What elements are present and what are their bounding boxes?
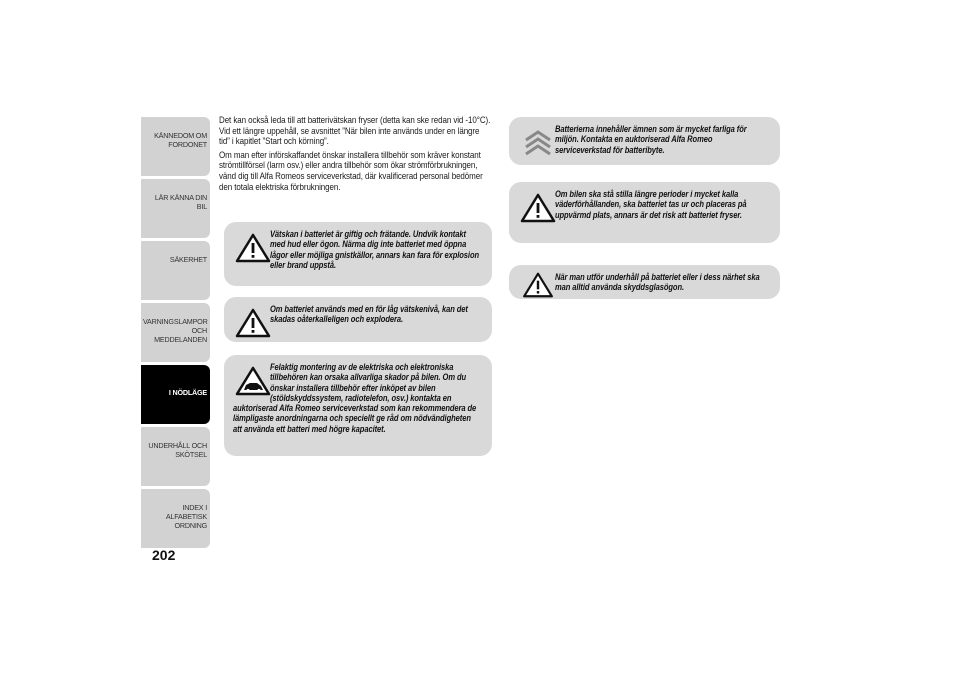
caution-box <box>224 355 492 456</box>
tab-lar-kanna-din-bil[interactable] <box>141 179 210 238</box>
tab-index[interactable] <box>141 489 210 548</box>
caution-text: Felaktig montering av de elektriska och elektroniska tillbehören kan orsaka allvarliga skador på bilen. Om du önskar installera tillbehör efter inköpet av bilen (stöldskyddssystem, radiotelefon, osv.) kontakta en auktoriserad Alfa Romeo serviceverkstad som kan rekommendera de lämpligaste anordningarna och speciellt ge råd om nödvändigheten att använda ett batteri med högre kapacitet. <box>233 362 477 434</box>
tab-sakerhet[interactable] <box>141 241 210 300</box>
warning-box <box>509 265 780 299</box>
warning-text: När man utför underhåll på batteriet eller i dess närhet ska man alltid använda skyddsglasögon. <box>554 272 760 293</box>
warning-box <box>224 297 492 342</box>
tab-i-nodlage[interactable] <box>141 365 210 424</box>
body-paragraph: Om man efter införskaffandet önskar installera tillbehör som kräver konstant strömtillförsel (larm osv.) eller andra tillbehör som ökar strömförbrukningen, vänd dig till Alfa Romeos serviceverkstad, där kvalificerad personal bedömer den totala elektriska förbrukningen. <box>219 149 483 192</box>
environment-box <box>509 117 780 165</box>
warning-box <box>509 182 780 243</box>
environment-text: Batterierna innehåller ämnen som är mycket farliga för miljön. Kontakta en auktoriserad Alfa Romeo serviceverkstad för batteribyte. <box>554 124 747 155</box>
tab-underhall-och-skotsel[interactable] <box>141 427 210 486</box>
warning-text: Om bilen ska stå stilla längre perioder i mycket kalla väderförhållanden, ska batteriet tas ur och placeras på uppvärmd plats, annars är det risk att batteriet fryser. <box>554 189 747 220</box>
tab-label: I NÖDLÄGE <box>168 388 207 397</box>
tab-label: UNDERHÅLL OCH SKÖTSEL <box>148 441 207 459</box>
tab-label: VARNINGSLAMPOR OCH MEDDELANDEN <box>143 317 208 344</box>
tab-label: KÄNNEDOM OM FORDONET <box>154 131 207 149</box>
page-number: 202 <box>152 547 176 563</box>
warning-text: Vätskan i batteriet är giftig och frätande. Undvik kontakt med hud eller ögon. Närma dig inte batteriet med öppna lågor eller möjliga gnistkällor, annars kan fara för explosion eller brand uppstå. <box>269 229 480 270</box>
tab-label: SÄKERHET <box>169 255 207 264</box>
body-paragraph: Det kan också leda till att batterivätskan fryser (detta kan ske redan vid -10°C). Vid ett längre uppehåll, se avsnittet ”När bilen inte används under en längre tid” i kapitlet ”Start och körning”. <box>219 115 491 147</box>
tab-varningslampor[interactable] <box>141 303 210 362</box>
left-column <box>219 115 493 195</box>
tab-kannedom-om-fordonet[interactable] <box>141 117 210 176</box>
tab-label: INDEX I ALFABETISK ORDNING <box>165 503 207 530</box>
warning-text: Om batteriet används med en för låg vätskenivå, kan det skadas oåterkalleligen och explodera. <box>269 304 468 325</box>
tab-label: LÄR KÄNNA DIN BIL <box>154 193 207 211</box>
warning-box <box>224 222 492 286</box>
